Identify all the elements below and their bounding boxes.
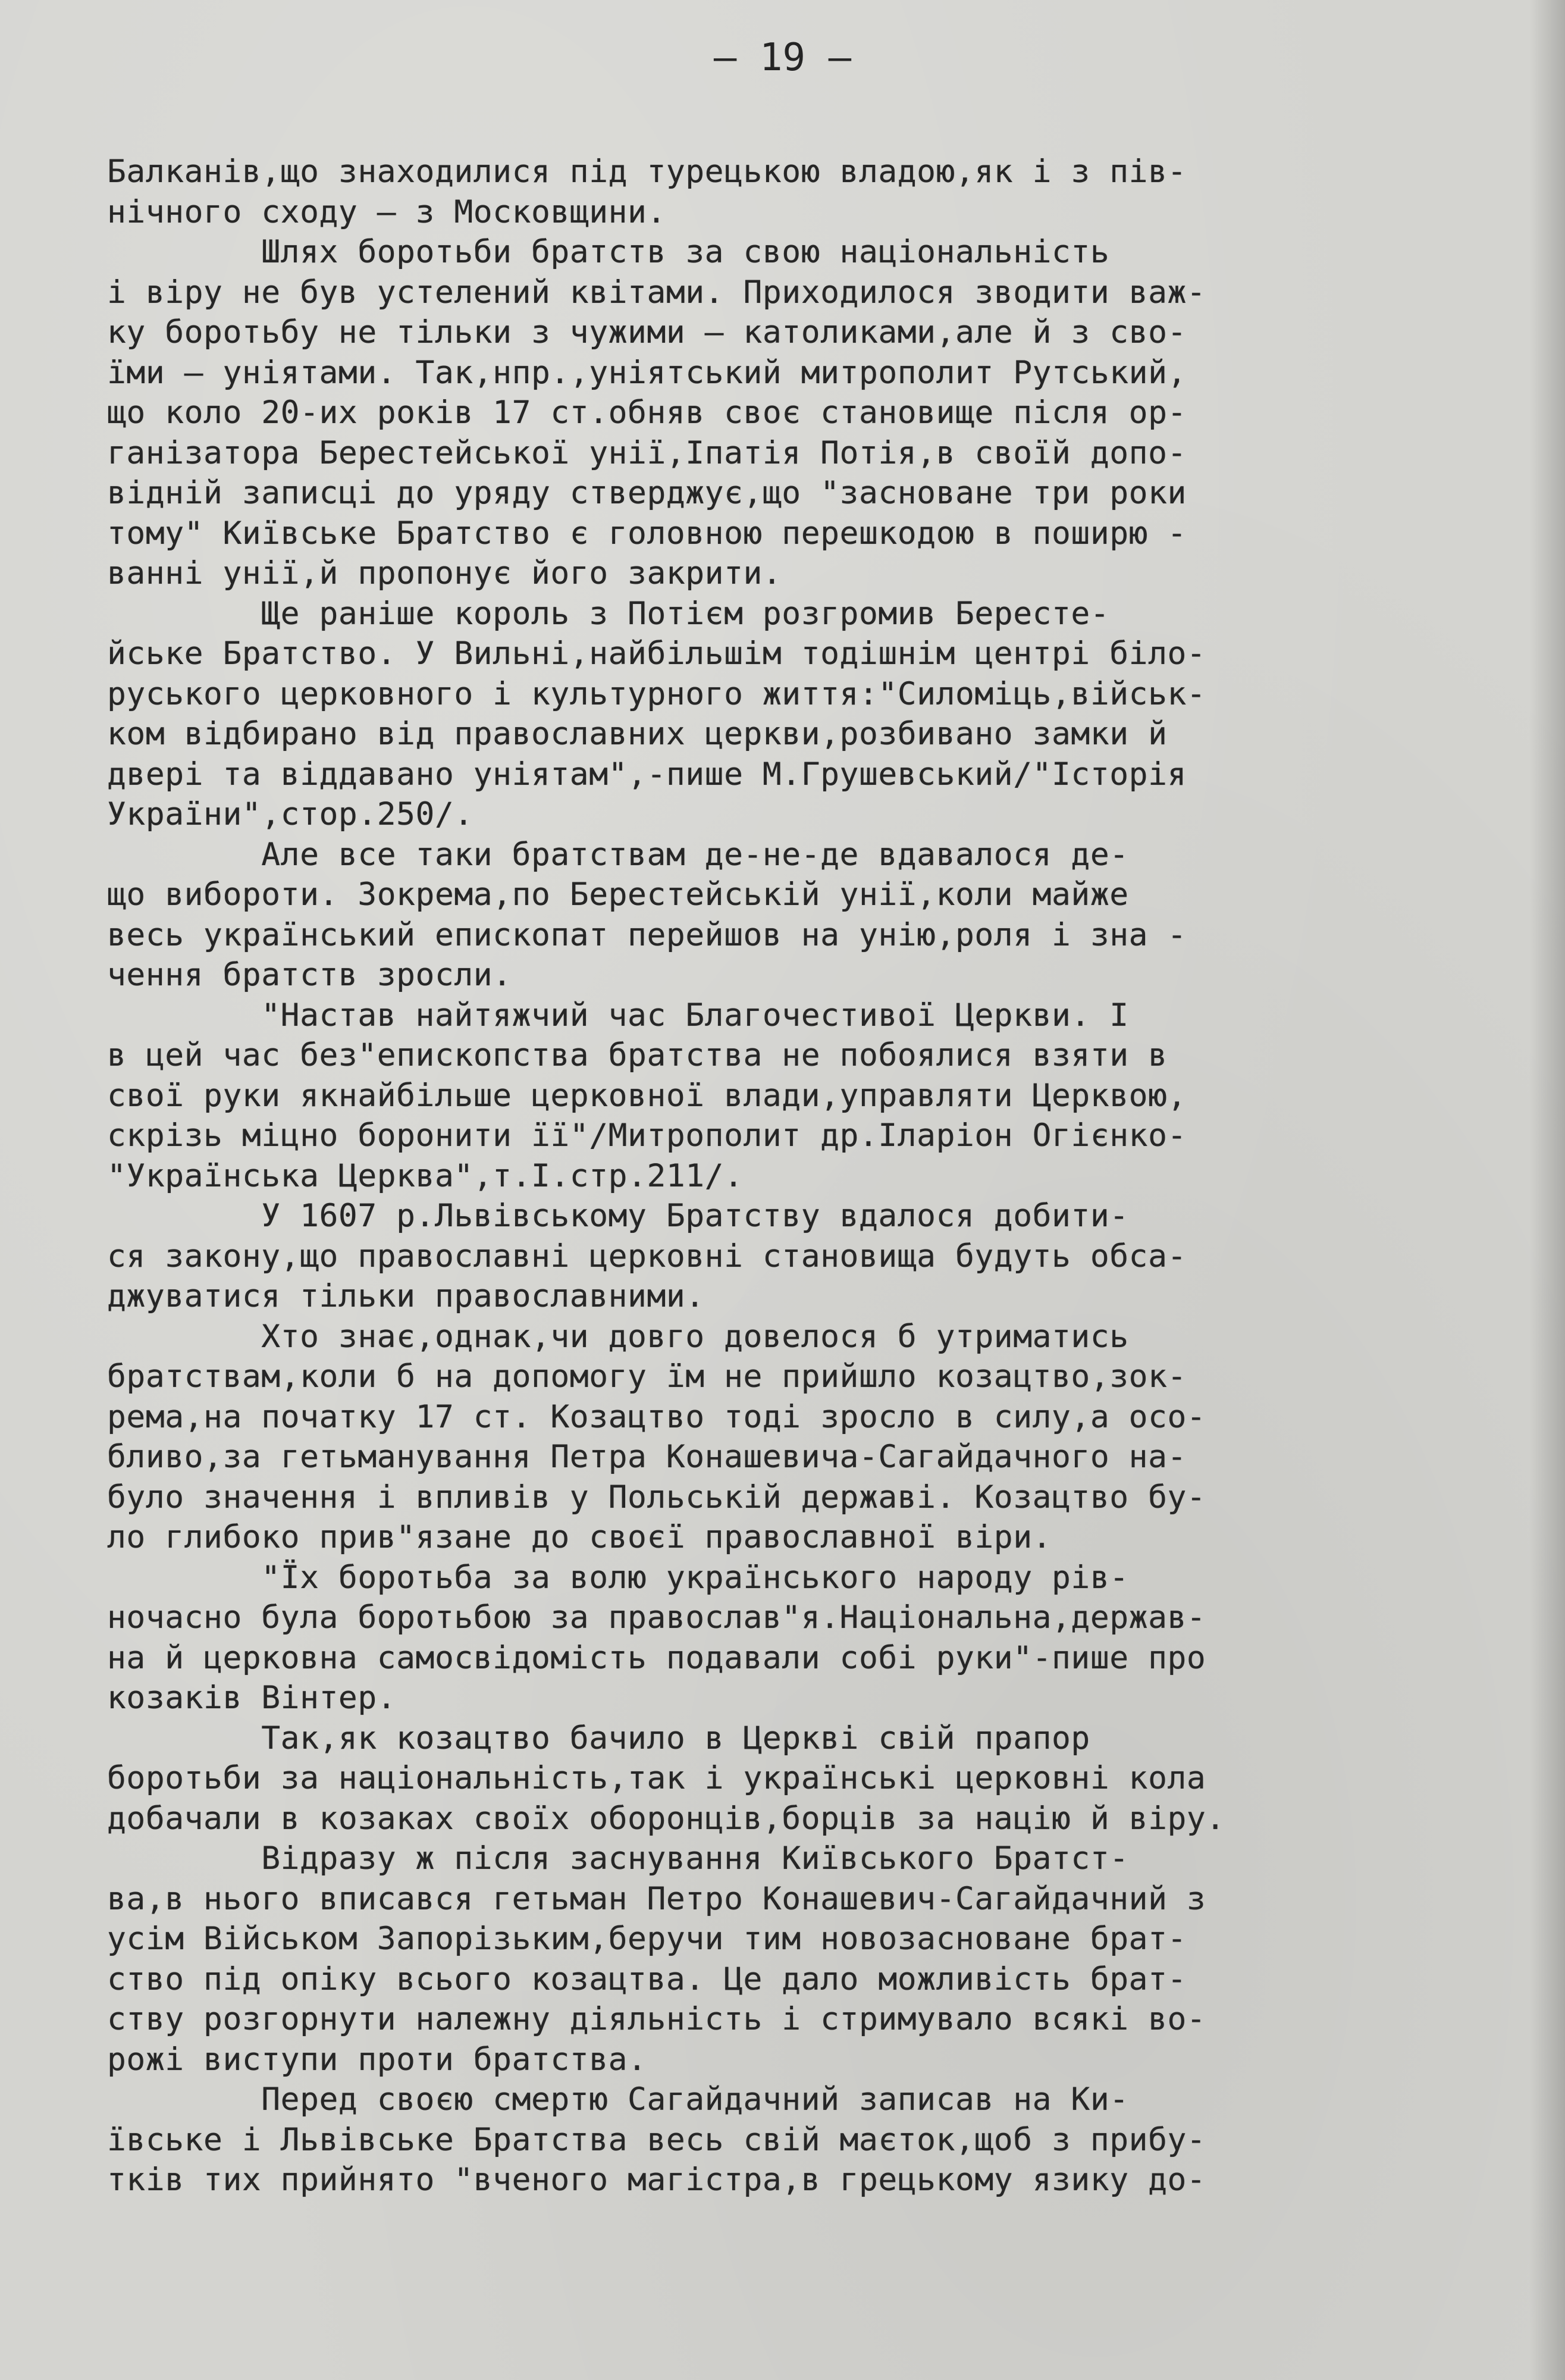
text-line: Балканів,що знаходилися під турецькою владою,як і з пів- xyxy=(107,154,1187,190)
text-line: в цей час без"епископства братства не побоялися взяти в xyxy=(107,1037,1168,1073)
text-line: братствам,коли б на допомогу їм не прийшло козацтво,зок- xyxy=(107,1358,1187,1395)
text-line: У 1607 р.Львівському Братству вдалося добити- xyxy=(107,1198,1129,1234)
text-line: ству розгорнути належну діяльність і стримувало всякі во- xyxy=(107,2001,1206,2037)
text-line: чення братств зросли. xyxy=(107,957,512,993)
text-line: Так,як козацтво бачило в Церкві свій прапор xyxy=(107,1720,1090,1756)
text-line: їми – уніятами. Так,нпр.,уніятський митрополит Рутський, xyxy=(107,354,1187,391)
text-line: усім Військом Запорізьким,беручи тим новозасноване брат- xyxy=(107,1921,1187,1957)
text-line: Шлях боротьби братств за свою національність xyxy=(107,234,1110,270)
text-line: ло глибоко прив"язане до своєї православної віри. xyxy=(107,1519,1052,1555)
text-line: на й церковна самосвідомість подавали собі руки"-пише про xyxy=(107,1639,1206,1676)
text-line: рожі виступи проти братства. xyxy=(107,2041,647,2078)
text-line: ївське і Львівське Братства весь свій маєток,щоб з прибу- xyxy=(107,2121,1206,2158)
page-number: – 19 – xyxy=(713,36,852,80)
text-line: України",стор.250/. xyxy=(107,796,473,832)
text-line: весь український епископат перейшов на унію,роля і зна - xyxy=(107,916,1187,953)
body-text xyxy=(107,152,1505,2200)
text-line: боротьби за національність,так і українські церковні кола xyxy=(107,1760,1206,1796)
text-line: козаків Вінтер. xyxy=(107,1680,397,1716)
text-line: нічного сходу – з Московщини. xyxy=(107,193,666,230)
text-line: свої руки якнайбільше церковної влади,управляти Церквою, xyxy=(107,1077,1187,1114)
text-line: руського церковного і культурного життя:"Силоміць,військ- xyxy=(107,675,1206,712)
text-line: "Їх боротьба за волю українського народу рів- xyxy=(107,1559,1129,1596)
text-line: Перед своєю смертю Сагайдачний записав на Ки- xyxy=(107,2081,1129,2118)
text-line: йське Братство. У Вильні,найбільшім тодішнім центрі біло- xyxy=(107,635,1206,672)
text-line: скрізь міцно боронити її"/Митрополит др.Іларіон Огієнко- xyxy=(107,1117,1187,1154)
text-line: джуватися тільки православними. xyxy=(107,1278,705,1314)
text-line: Хто знає,однак,чи довго довелося б утриматись xyxy=(107,1318,1129,1355)
text-line: відній записці до уряду стверджує,що "засноване три роки xyxy=(107,475,1187,511)
text-line: ство під опіку всього козацтва. Це дало можливість брат- xyxy=(107,1961,1187,1997)
text-line: і віру не був устелений квітами. Приходилося зводити важ- xyxy=(107,274,1206,311)
text-line: Але все таки братствам де-не-де вдавалося де- xyxy=(107,836,1129,873)
text-line: двері та віддавано уніятам",-пише М.Грушевський/"Історія xyxy=(107,756,1187,793)
text-line: ся закону,що православні церковні становища будуть обса- xyxy=(107,1238,1187,1274)
text-line: "Настав найтяжчий час Благочестивої Церкви. І xyxy=(107,997,1129,1034)
text-line: ванні унії,й пропонує його закрити. xyxy=(107,555,782,591)
text-line: ком відбирано від православних церкви,розбивано замки й xyxy=(107,716,1168,752)
text-line: рема,на початку 17 ст. Козацтво тоді зросло в силу,а осо- xyxy=(107,1398,1206,1435)
text-line: що коло 20-их років 17 ст.обняв своє становище після ор- xyxy=(107,394,1187,431)
text-line: тому" Київське Братство є головною перешкодою в поширю - xyxy=(107,515,1187,552)
text-line: Відразу ж після заснування Київського Братст- xyxy=(107,1840,1129,1877)
page-shadow-edge xyxy=(1529,0,1565,2380)
text-line: "Українська Церква",т.І.стр.211/. xyxy=(107,1157,744,1194)
text-line: ку боротьбу не тільки з чужими – католиками,але й з сво- xyxy=(107,314,1187,350)
text-line: що вибороти. Зокрема,по Берестейській унії,коли майже xyxy=(107,876,1129,913)
text-line: тків тих прийнято "вченого магістра,в грецькому язику до- xyxy=(107,2162,1206,2198)
text-line: добачали в козаках своїх оборонців,борців за націю й віру. xyxy=(107,1800,1225,1837)
text-line: ва,в нього вписався гетьман Петро Конашевич-Сагайдачний з xyxy=(107,1880,1206,1917)
text-line: бливо,за гетьманування Петра Конашевича-Сагайдачного на- xyxy=(107,1439,1187,1475)
text-line: ночасно була боротьбою за православ"я.Національна,держав- xyxy=(107,1599,1206,1636)
text-line: Ще раніше король з Потієм розгромив Бересте- xyxy=(107,595,1110,632)
text-line: ганізатора Берестейської унії,Іпатія Потія,в своїй допо- xyxy=(107,434,1187,471)
text-line: було значення і впливів у Польській державі. Козацтво бу- xyxy=(107,1479,1206,1515)
